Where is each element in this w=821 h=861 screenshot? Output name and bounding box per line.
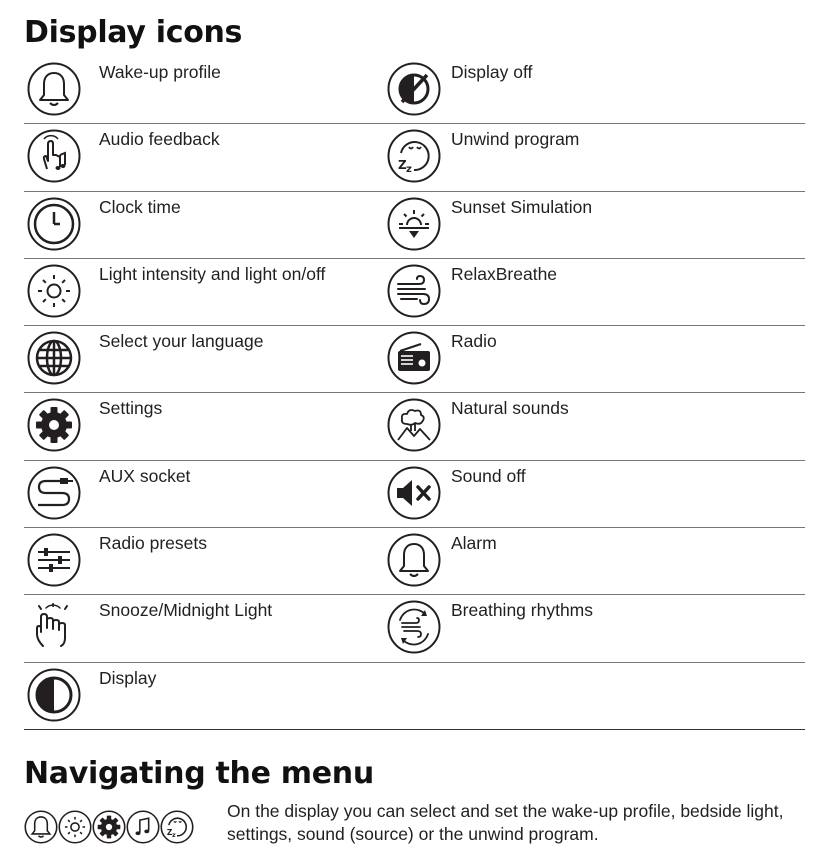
svg-text:z: z	[406, 164, 412, 176]
globe-icon	[27, 331, 81, 385]
icon-label: RelaxBreathe	[451, 263, 558, 284]
table-row	[24, 259, 805, 326]
table-row	[24, 393, 805, 460]
icon-label: Snooze/Midnight Light	[99, 600, 273, 621]
icon-entry	[24, 57, 384, 123]
icon-label: Select your language	[99, 331, 264, 352]
sleep-face-icon	[387, 129, 441, 183]
icon-entry	[384, 461, 805, 527]
icon-entry	[384, 57, 805, 123]
music-note-icon	[126, 810, 160, 844]
breathing-icon	[387, 600, 441, 654]
table-row	[24, 461, 805, 528]
icon-label: AUX socket	[99, 465, 191, 486]
display-icons-table	[24, 57, 805, 730]
clock-icon	[27, 197, 81, 251]
navigation-description: On the display you can select and set the wake-up profile, bedside light, settings, sound (source) or the unwind program.	[227, 801, 784, 844]
icon-entry	[24, 259, 384, 325]
section-title-display-icons: Display icons	[24, 15, 243, 50]
svg-text:Z: Z	[398, 158, 407, 173]
touch-hand-music-icon	[27, 129, 81, 183]
table-row	[24, 192, 805, 259]
table-row	[24, 57, 805, 124]
icon-entry	[384, 528, 805, 594]
svg-text:z: z	[171, 832, 176, 840]
bell-icon	[24, 810, 58, 844]
wind-icon	[387, 264, 441, 318]
icon-label: Display off	[451, 62, 533, 82]
tap-hand-icon	[27, 600, 81, 654]
table-row	[24, 595, 805, 662]
icon-label: Settings	[99, 398, 163, 419]
sun-light-icon	[58, 810, 92, 844]
icon-label: Light intensity and light on/off	[99, 263, 326, 284]
sunset-icon	[387, 197, 441, 251]
icon-label: Radio	[451, 331, 497, 352]
icon-label: Sunset Simulation	[451, 196, 593, 217]
section-title-navigating: Navigating the menu	[24, 756, 374, 791]
icon-entry	[24, 461, 384, 527]
icon-label: Sound off	[451, 465, 526, 486]
icon-label: Natural sounds	[451, 398, 569, 419]
icon-label: Radio presets	[99, 533, 207, 554]
icon-entry	[24, 393, 384, 459]
display-off-icon	[387, 62, 441, 116]
bell-icon	[27, 62, 81, 116]
gear-icon	[92, 810, 126, 844]
icon-entry	[24, 124, 384, 190]
icon-entry	[384, 393, 805, 459]
sleep-face-icon	[160, 810, 194, 844]
icon-entry	[24, 192, 384, 258]
icon-entry	[384, 259, 805, 325]
gear-icon	[27, 398, 81, 452]
icon-label: Breathing rhythms	[451, 600, 594, 621]
radio-icon	[387, 331, 441, 385]
sound-off-icon	[387, 466, 441, 520]
icon-label: Clock time	[99, 196, 181, 217]
nature-icon	[387, 398, 441, 452]
icon-entry	[384, 124, 805, 190]
icon-label: Alarm	[451, 533, 497, 554]
table-row	[24, 663, 805, 730]
icon-entry	[24, 528, 384, 594]
navigation-icon-strip	[24, 810, 194, 844]
icon-label: Unwind program	[451, 129, 580, 150]
icon-entry	[384, 326, 805, 392]
icon-entry	[24, 663, 384, 729]
table-row	[24, 124, 805, 191]
alarm-bell-icon	[387, 533, 441, 587]
icon-entry	[384, 595, 805, 661]
icon-entry	[24, 595, 384, 661]
svg-text:Z: Z	[166, 828, 173, 838]
aux-cable-icon	[27, 466, 81, 520]
icon-entry	[24, 326, 384, 392]
half-circle-icon	[27, 668, 81, 722]
icon-label: Display	[99, 667, 157, 688]
icon-entry	[384, 192, 805, 258]
icon-label: Audio feedback	[99, 129, 220, 150]
sun-light-icon	[27, 264, 81, 318]
icon-label: Wake-up profile	[99, 62, 221, 82]
table-row	[24, 528, 805, 595]
table-row	[24, 326, 805, 393]
sliders-icon	[27, 533, 81, 587]
